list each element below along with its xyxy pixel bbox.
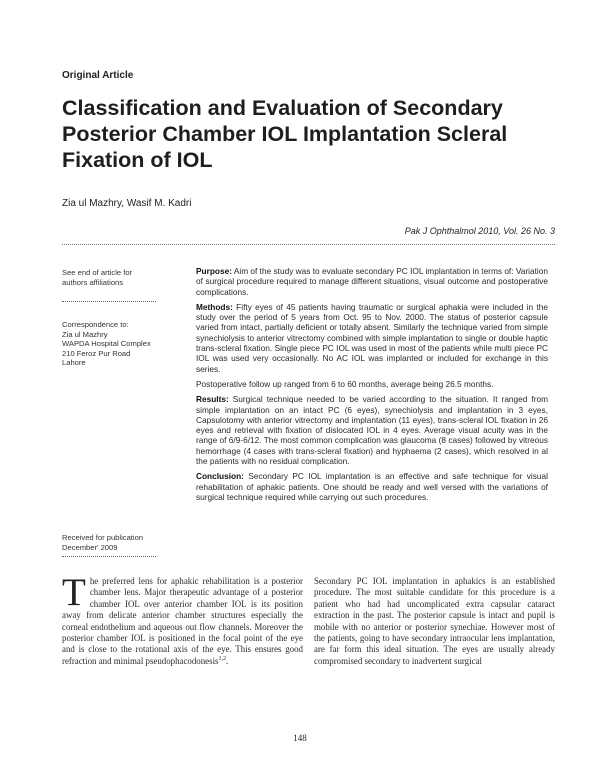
results-text: Surgical technique needed to be varied according to the situation. It ranged from simple implantation on an intact PC (6 eyes), synechiolysis and implantation in 3 eyes, Capsulotomy with anterior vitrectomy and implantation (11 eyes), trans-scleral IOL fixation in 26 eyes and retrieval with fixation of dislocated IOL in 4 eyes. Average visual acuity was in the range of 6/9-6/12. The most common complication was glaucoma (8 cases) followed by vitreous hemorrhage (4 cases with trans-scleral fixation) and hyphaema (2 cases), which resolved in al the patients with no residual complication.: [196, 394, 548, 467]
abstract-followup: Postoperative follow up ranged from 6 to 60 months, average being 26.5 months.: [196, 378, 494, 389]
body-column-left: [62, 571, 303, 667]
affiliation-line: authors affiliations: [62, 277, 124, 287]
abstract-methods: [196, 302, 548, 374]
received-label: Received for publication: [62, 533, 144, 542]
citation: 1,2: [218, 655, 226, 662]
purpose-label: Purpose:: [196, 266, 232, 276]
methods-label: Methods:: [196, 301, 233, 312]
results-label: Results:: [196, 394, 229, 405]
page-number: 148: [293, 733, 307, 743]
body-column-right: Secondary PC IOL implantation in aphakics is an established procedure. The most suitable candidate for this procedure is a patient who had had uncomplicated extra capsular cataract extraction in the past. The posterior capsule is intact and pupil is mobile with no anterior or posterior synechiae. However most of the patients, going to have secondary intraocular lens implantation, are far form this ideal situation. The eyes are usually already compromised secondary to inadvertent surgical: [314, 576, 555, 666]
header-divider: [62, 244, 555, 245]
methods-text: Fifty eyes of 45 patients having traumatic or surgical aphakia were included in the study over the period of 5 years from Oct. 95 to Nov. 2000. The status of posterior capsule varied from intact, partially deficient or totally absent. Similarly the technique varied from simple synechiolysis to anterior vitrectomy combined with simple implantation to single or double haptic trans-scleral fixation. Single piece PC IOL was used in most of the patients while multi piece PC IOL was used very occasionally. No AC IOL was implanted or included for exchange in this series.: [196, 301, 548, 374]
purpose-text: Aim of the study was to evaluate secondary PC IOL implantation in terms of: Variation of surgical procedure required to manage different situations, visual outcome and postoperative complications.: [196, 266, 548, 297]
body-text-left: he preferred lens for aphakic rehabilitation is a posterior chamber lens. Major therapeutic advantage of a posterior chamber IOL over anterior chamber IOL is its position away from delicate anterior chamber structures especially the corneal endothelium and aqueous out flow channels. Moreover the posterior chamber IOL is positioned in the focal point of the eye and is close to the rotational axis of the eye. This ensures good refraction and minimal pseudophacodonesis: [62, 576, 303, 666]
sidebar-divider: [62, 301, 156, 302]
abstract-purpose: [196, 266, 548, 297]
abstract-results: [196, 394, 548, 466]
correspondence-block: [62, 320, 172, 368]
received-block: [62, 533, 172, 552]
article-title: Classification and Evaluation of Secondary Posterior Chamber IOL Implantation Scleral Fixation of IOL: [62, 96, 508, 172]
abstract-conclusion: [196, 471, 548, 502]
received-date: December' 2009: [62, 542, 118, 552]
correspondence-street: 210 Feroz Pur Road: [62, 348, 131, 358]
affiliation-note: [62, 268, 172, 287]
drop-cap: T: [62, 571, 86, 614]
correspondence-name: Zia ul Mazhry: [62, 329, 108, 339]
correspondence-label: Correspondence to:: [62, 320, 129, 329]
affiliation-line: See end of article for: [62, 268, 133, 277]
abstract: [196, 266, 548, 507]
correspondence-city: Lahore: [62, 358, 86, 368]
conclusion-label: Conclusion:: [196, 471, 244, 482]
correspondence-org: WAPDA Hospital Complex: [62, 339, 151, 349]
body-text-end: .: [226, 655, 229, 666]
authors: Zia ul Mazhry, Wasif M. Kadri: [62, 198, 192, 209]
journal-reference: Pak J Ophthalmol 2010, Vol. 26 No. 3: [404, 226, 555, 236]
sidebar-divider: [62, 556, 156, 557]
conclusion-text: Secondary PC IOL implantation is an effective and safe technique for visual rehabilitation of aphakic patients. One should be ready and well versed with the variations of surgical technique required while carrying out such procedures.: [196, 471, 548, 502]
article-type: Original Article: [62, 70, 134, 81]
